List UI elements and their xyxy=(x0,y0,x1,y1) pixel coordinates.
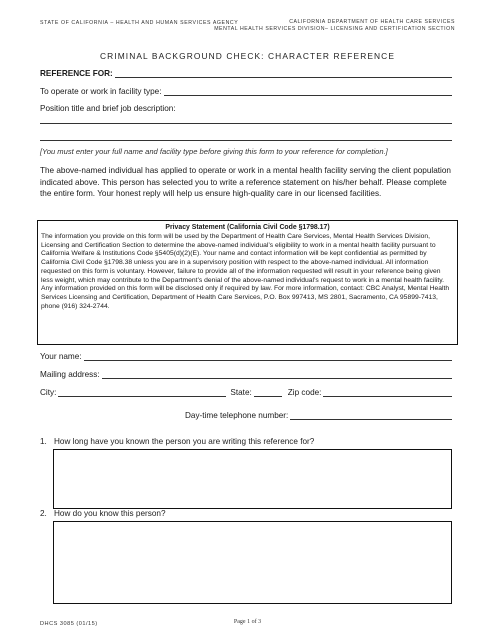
reference-for-label: REFERENCE FOR: xyxy=(40,69,113,78)
question-2-number: 2. xyxy=(40,509,47,518)
state-label: State: xyxy=(230,388,252,397)
your-name-label: Your name: xyxy=(40,352,82,361)
position-field-line-1[interactable] xyxy=(40,123,452,124)
privacy-body: The information you provide on this form will be used by the Department of Health Care Services, Mental Health Services Division, Licensing and Certification Section to determine the above-named individual’s eligibility to work in a mental health facility pursuant to California Welfare & Institutions Code §5405(d)(2)(E). Your name and contact information will be kept confidential as permitted by California Civil Code §1798.38 unless you are in a supervisory position with respect to the above-named individual. All information requested on this form is voluntary. However, failure to provide all of the information requested will result in your reference being given less weight, which may contribute to the Department’s denial of the above-named individual’s request to work in a mental health facility. Any information provided on this form will be disclosed only if required by law. For more information, contact: CBC Analyst, Mental Health Services Licensing and Certification, Department of Health Care Services, P.O. Box 997413, MS 2801, Sacramento, CA 95899-7413, phone (916) 324-2744. xyxy=(41,232,450,310)
intro-paragraph: The above-named individual has applied to operate or work in a mental health facility serving the client population indicated above. This person has selected you to write a reference statement on his/her behalf. Please complete the entire form. Your honest reply will help us ensure high-quality care in our licensed facilities. xyxy=(40,166,451,199)
position-field-line-2[interactable] xyxy=(40,140,452,141)
phone-row xyxy=(185,411,452,420)
division-name: MENTAL HEALTH SERVICES DIVISION– LICENSING AND CERTIFICATION SECTION xyxy=(214,26,455,32)
mailing-address-row xyxy=(40,370,452,379)
instruction-text: [You must enter your full name and facility type before giving this form to your reference for completion.] xyxy=(40,147,388,156)
state-field[interactable] xyxy=(254,388,282,397)
reference-for-row xyxy=(40,69,452,78)
city-label: City: xyxy=(40,388,57,397)
question-2-answer-box[interactable] xyxy=(53,521,452,604)
mailing-address-field[interactable] xyxy=(102,370,452,379)
reference-for-field[interactable] xyxy=(115,69,452,78)
form-title: CRIMINAL BACKGROUND CHECK: CHARACTER REFERENCE xyxy=(99,51,396,61)
city-field[interactable] xyxy=(58,388,226,397)
position-label: Position title and brief job description: xyxy=(40,104,176,113)
facility-type-field[interactable] xyxy=(164,87,453,96)
question-1-answer-box[interactable] xyxy=(53,449,452,509)
zip-field[interactable] xyxy=(323,388,452,397)
department-name: CALIFORNIA DEPARTMENT OF HEALTH CARE SERVICES xyxy=(289,19,455,25)
agency-header: STATE OF CALIFORNIA – HEALTH AND HUMAN SERVICES AGENCY xyxy=(40,20,239,26)
facility-type-label: To operate or work in facility type: xyxy=(40,87,162,96)
question-1 xyxy=(40,437,314,446)
zip-label: Zip code: xyxy=(287,388,322,397)
position-row xyxy=(40,104,452,113)
department-header xyxy=(214,19,455,33)
question-1-text: How long have you known the person you are writing this reference for? xyxy=(54,437,315,446)
privacy-title: Privacy Statement (California Civil Code §1798.17) xyxy=(165,224,330,231)
city-state-zip-row xyxy=(40,388,452,397)
mailing-address-label: Mailing address: xyxy=(40,370,100,379)
question-2 xyxy=(40,509,166,518)
facility-type-row xyxy=(40,87,452,96)
question-1-number: 1. xyxy=(40,437,47,446)
privacy-statement-box xyxy=(37,220,458,345)
page-number: Page 1 of 3 xyxy=(233,619,262,625)
phone-field[interactable] xyxy=(290,411,452,420)
form-id: DHCS 3085 (01/15) xyxy=(40,621,98,627)
your-name-field[interactable] xyxy=(84,352,452,361)
question-2-text: How do you know this person? xyxy=(54,509,166,518)
your-name-row xyxy=(40,352,452,361)
phone-label: Day-time telephone number: xyxy=(185,411,289,420)
